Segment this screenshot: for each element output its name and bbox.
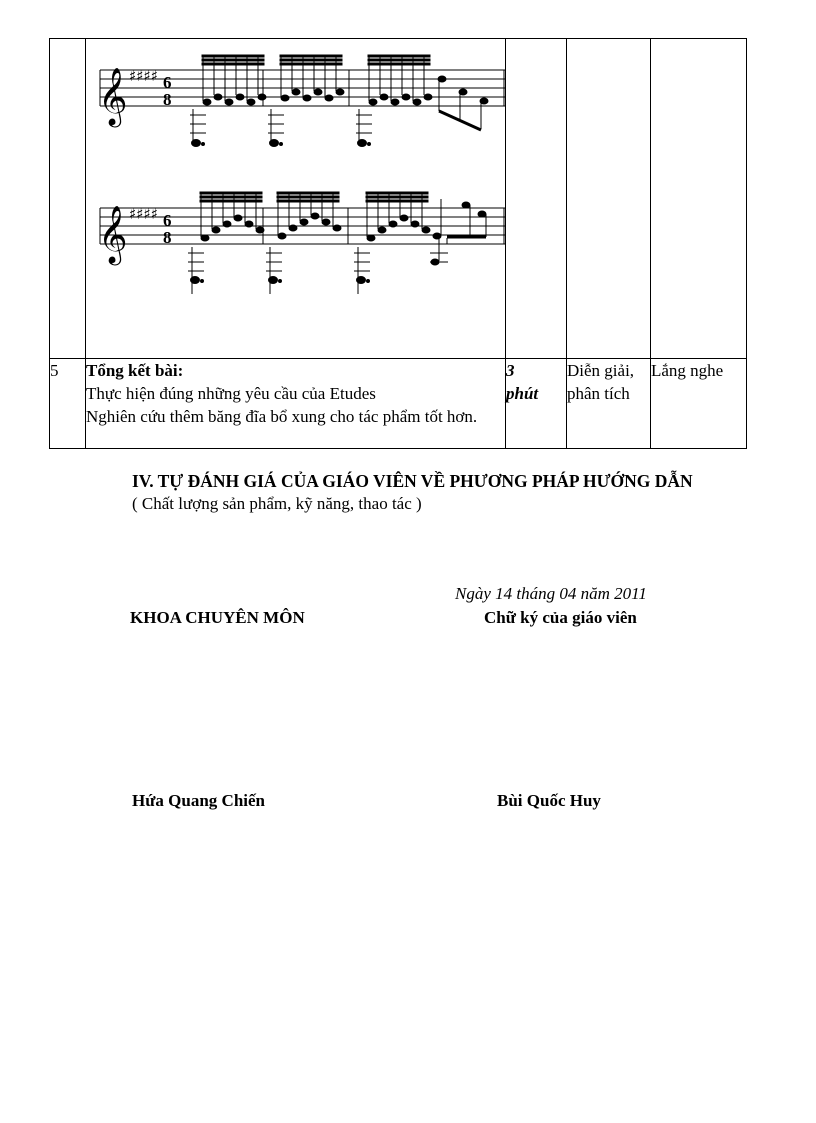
note-group-2b: [266, 192, 341, 294]
cell-student-activity: [651, 39, 747, 359]
signature-date: Ngày 14 tháng 04 năm 2011: [455, 584, 647, 603]
cell-method: Diễn giải, phân tích: [567, 359, 651, 449]
note-group-1a: [190, 55, 266, 147]
time-signature-top: 6: [163, 211, 172, 230]
cell-time: [506, 39, 567, 359]
content-line-2: Nghiên cứu thêm băng đĩa bổ xung cho tác phẩm tốt hơn.: [86, 407, 478, 426]
section-heading: IV. TỰ ĐÁNH GIÁ CỦA GIÁO VIÊN VỀ PHƯƠNG PHÁP HƯỚNG DẪN: [132, 471, 693, 491]
time-unit: phút: [506, 384, 539, 403]
cell-number: [50, 39, 86, 359]
content-line-1: Thực hiện đúng những yêu cầu của Etudes: [86, 384, 376, 403]
note-group-2a: [188, 192, 264, 294]
cell-music-notation: [86, 39, 506, 359]
treble-clef-icon: 𝄞: [98, 205, 128, 263]
table-row: [50, 39, 747, 359]
music-score: [86, 39, 505, 352]
cell-time: [506, 359, 567, 449]
note-group-2c: [354, 192, 486, 294]
left-signature-title: KHOA CHUYÊN MÔN: [130, 608, 305, 627]
staff-2: [100, 208, 505, 244]
right-signer-name: Bùi Quốc Huy: [497, 791, 601, 810]
table-row: [50, 359, 747, 449]
note-group-1c: [356, 55, 488, 147]
cell-number: 5: [50, 359, 86, 449]
right-signature-title: Chữ ký của giáo viên: [484, 608, 637, 627]
cell-content: [86, 359, 506, 449]
time-value: 3: [506, 361, 515, 380]
section-subheading: ( Chất lượng sản phẩm, kỹ năng, thao tác ): [132, 494, 422, 513]
row-title: Tổng kết bài:: [86, 361, 184, 380]
key-signature-icon: ♯♯♯♯: [129, 205, 159, 223]
left-signer-name: Hứa Quang Chiến: [132, 791, 266, 810]
cell-method: [567, 39, 651, 359]
treble-clef-icon: 𝄞: [98, 67, 128, 125]
lesson-table: [49, 38, 747, 449]
time-signature-bottom: 8: [163, 90, 172, 109]
key-signature-icon: ♯♯♯♯: [129, 67, 159, 85]
note-group-1b: [268, 55, 344, 147]
time-signature-top: 6: [163, 73, 172, 92]
time-signature-bottom: 8: [163, 228, 172, 247]
cell-student-activity: Lắng nghe: [651, 359, 747, 449]
